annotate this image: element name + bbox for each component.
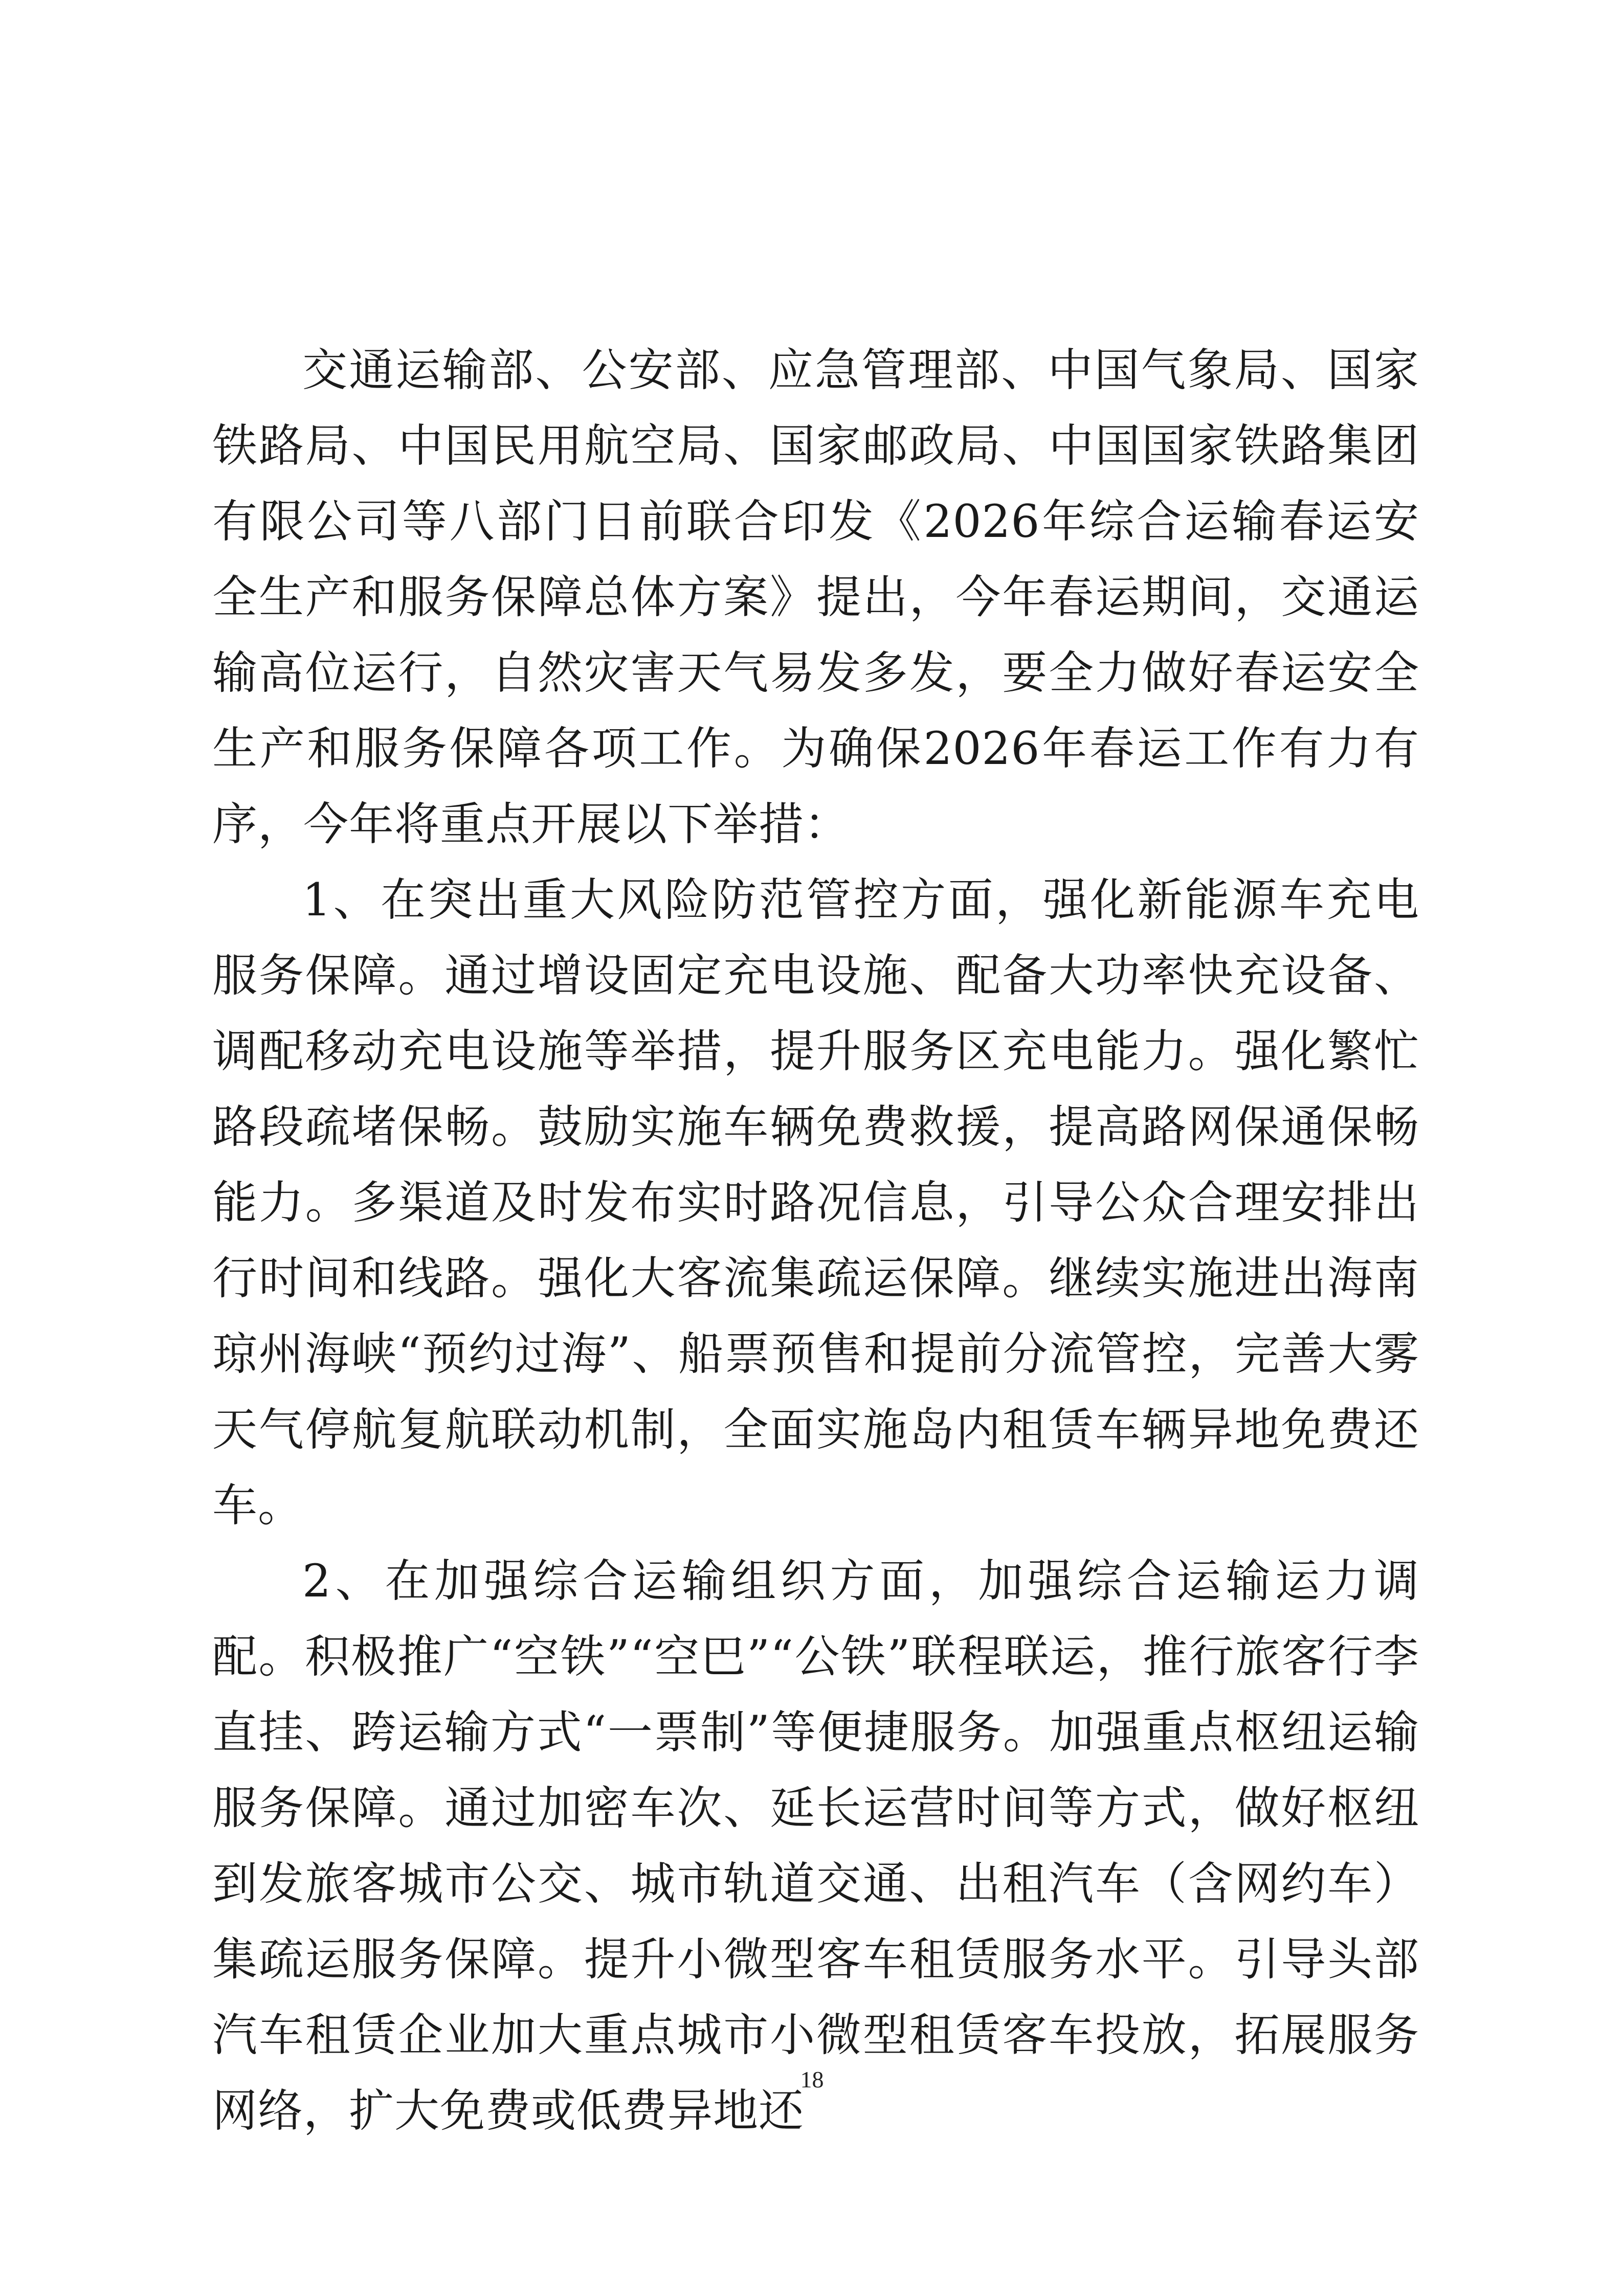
body-text xyxy=(212,332,1419,2149)
paragraph-intro: 交通运输部、公安部、应急管理部、中国气象局、国家铁路局、中国民用航空局、国家邮政局、中国国家铁路集团有限公司等八部门日前联合印发《2026年综合运输春运安全生产和服务保障总体方案》提出，今年春运期间，交通运输高位运行，自然灾害天气易发多发，要全力做好春运安全生产和服务保障各项工作。为确保2026年春运工作有力有序，今年将重点开展以下举措： xyxy=(212,344,1419,850)
paragraph-item-2: 2、在加强综合运输组织方面，加强综合运输运力调配。积极推广“空铁”“空巴”“公铁”联程联运，推行旅客行李直挂、跨运输方式“一票制”等便捷服务。加强重点枢纽运输服务保障。通过加密车次、延长运营时间等方式，做好枢纽到发旅客城市公交、城市轨道交通、出租汽车（含网约车）集疏运服务保障。提升小微型客车租赁服务水平。引导头部汽车租赁企业加大重点城市小微型租赁客车投放，拓展服务网络，扩大免费或低费异地还 xyxy=(212,1555,1419,2137)
page-number: 18 xyxy=(800,2066,824,2092)
paragraph-item-1: 1、在突出重大风险防范管控方面，强化新能源车充电服务保障。通过增设固定充电设施、配备大功率快充设备、调配移动充电设施等举措，提升服务区充电能力。强化繁忙路段疏堵保畅。鼓励实施车辆免费救援，提高路网保通保畅能力。多渠道及时发布实时路况信息，引导公众合理安排出行时间和线路。强化大客流集疏运保障。继续实施进出海南琼州海峡“预约过海”、船票预售和提前分流管控，完善大雾天气停航复航联动机制，全面实施岛内租赁车辆异地免费还车。 xyxy=(212,873,1419,1532)
